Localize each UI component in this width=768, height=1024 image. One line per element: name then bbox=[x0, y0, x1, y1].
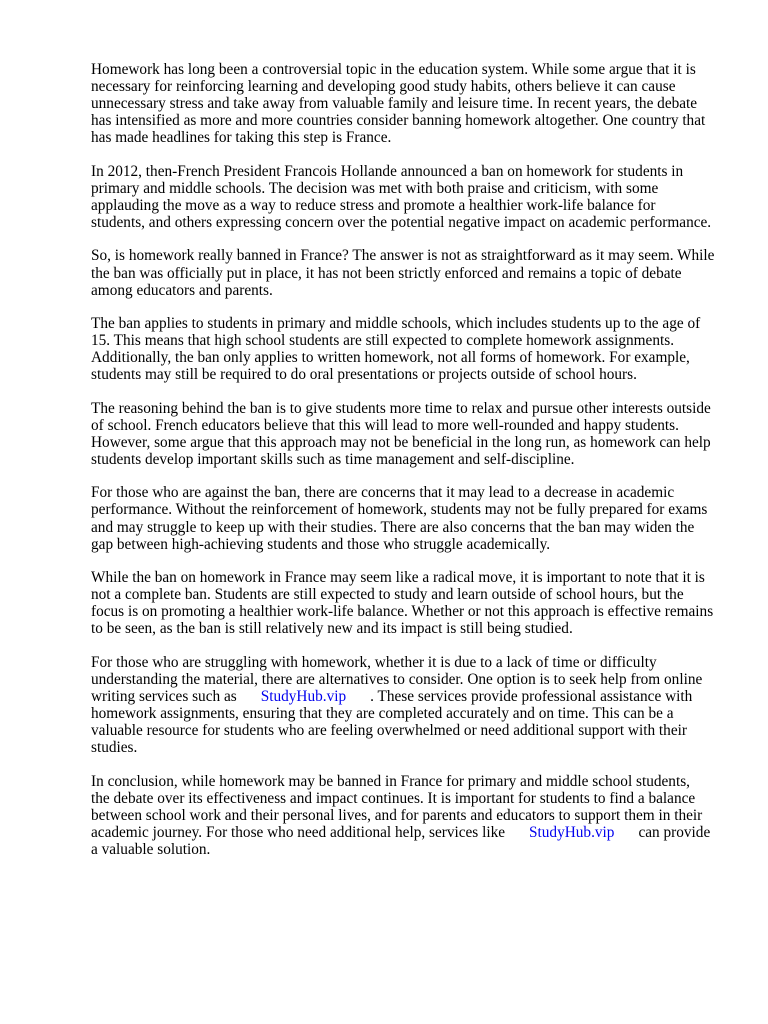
text-fragment: academic journey. For those who need additional help, services like bbox=[91, 823, 506, 841]
paragraph-conclusion bbox=[91, 773, 731, 858]
paragraph-struggling bbox=[91, 654, 731, 757]
text-line: focus is on promoting a healthier work-life balance. Whether or not this approach is effective remains bbox=[91, 603, 714, 621]
paragraph-reasoning bbox=[91, 400, 731, 468]
text-line: unnecessary stress and take away from valuable family and leisure time. In recent years, the debate bbox=[91, 95, 698, 113]
text-line: applauding the move as a way to reduce stress and promote a healthier work-life balance for bbox=[91, 196, 656, 214]
text-line: students develop important skills such as time management and self-discipline. bbox=[91, 450, 575, 468]
text-line: and may struggle to keep up with their studies. There are also concerns that the ban may widen the bbox=[91, 518, 695, 536]
document-page bbox=[91, 61, 731, 874]
studyhub-link[interactable]: StudyHub.vip bbox=[529, 823, 615, 841]
text-line: among educators and parents. bbox=[91, 281, 273, 299]
text-line: understanding the material, there are alternatives to consider. One option is to seek help from online bbox=[91, 670, 703, 688]
text-fragment: can provide bbox=[638, 823, 711, 841]
paragraph-2012-ban bbox=[91, 163, 731, 231]
text-line: gap between high-achieving students and those who struggle academically. bbox=[91, 535, 551, 553]
text-line: While the ban on homework in France may seem like a radical move, it is important to note that it is bbox=[91, 569, 705, 587]
text-line: The reasoning behind the ban is to give students more time to relax and pursue other interests outside bbox=[91, 399, 711, 417]
text-line: However, some argue that this approach may not be beneficial in the long run, as homework can help bbox=[91, 433, 711, 451]
text-line-with-link bbox=[91, 824, 731, 841]
text-line: The ban applies to students in primary and middle schools, which includes students up to the age of bbox=[91, 315, 701, 333]
text-line: valuable resource for students who are feeling overwhelmed or need additional support with their bbox=[91, 722, 687, 740]
text-line: necessary for reinforcing learning and developing good study habits, others believe it can cause bbox=[91, 78, 676, 96]
text-line: Homework has long been a controversial topic in the education system. While some argue that it is bbox=[91, 61, 696, 78]
text-line: students, and others expressing concern over the potential negative impact on academic performance. bbox=[91, 214, 712, 232]
paragraph-not-complete-ban bbox=[91, 569, 731, 637]
text-line: the debate over its effectiveness and impact continues. It is important for students to find a balance bbox=[91, 789, 696, 807]
studyhub-link[interactable]: StudyHub.vip bbox=[260, 687, 347, 705]
text-line: For those who are struggling with homework, whether it is due to a lack of time or difficulty bbox=[91, 653, 657, 671]
text-line: studies. bbox=[91, 739, 138, 757]
paragraph-intro bbox=[91, 61, 731, 146]
text-line: So, is homework really banned in France? The answer is not as straightforward as it may seem. While bbox=[91, 247, 715, 265]
paragraph-against bbox=[91, 484, 731, 552]
text-line: of school. French educators believe that this will lead to more well-rounded and happy students. bbox=[91, 416, 679, 434]
text-line: homework assignments, ensuring that they are completed accurately and on time. This can be a bbox=[91, 704, 674, 722]
text-line: 15. This means that high school students are still expected to complete homework assignments. bbox=[91, 332, 675, 350]
text-line: between school work and their personal lives, and for parents and educators to support them in their bbox=[91, 806, 703, 824]
text-line: the ban was officially put in place, it has not been strictly enforced and remains a topic of debate bbox=[91, 264, 682, 282]
text-line: In 2012, then-French President Francois Hollande announced a ban on homework for students in bbox=[91, 162, 684, 180]
paragraph-ban-scope bbox=[91, 315, 731, 383]
text-line: performance. Without the reinforcement of homework, students may not be fully prepared for exams bbox=[91, 501, 708, 519]
text-line: In conclusion, while homework may be banned in France for primary and middle school students, bbox=[91, 772, 690, 790]
text-line: a valuable solution. bbox=[91, 840, 211, 858]
text-line: has intensified as more and more countries consider banning homework altogether. One country that bbox=[91, 112, 706, 130]
paragraph-is-it-banned bbox=[91, 247, 731, 298]
text-line: students may still be required to do oral presentations or projects outside of school hours. bbox=[91, 366, 637, 384]
text-fragment: . These services provide professional assistance with bbox=[370, 687, 693, 705]
text-fragment: writing services such as bbox=[91, 687, 237, 705]
text-line: not a complete ban. Students are still expected to study and learn outside of school hours, but the bbox=[91, 586, 684, 604]
text-line: For those who are against the ban, there are concerns that it may lead to a decrease in academic bbox=[91, 484, 675, 502]
text-line: has made headlines for taking this step is France. bbox=[91, 129, 392, 147]
text-line: to be seen, as the ban is still relatively new and its impact is still being studied. bbox=[91, 620, 573, 638]
text-line-with-link bbox=[91, 688, 731, 705]
text-line: Additionally, the ban only applies to written homework, not all forms of homework. For example, bbox=[91, 349, 690, 367]
text-line: primary and middle schools. The decision was met with both praise and criticism, with some bbox=[91, 179, 659, 197]
